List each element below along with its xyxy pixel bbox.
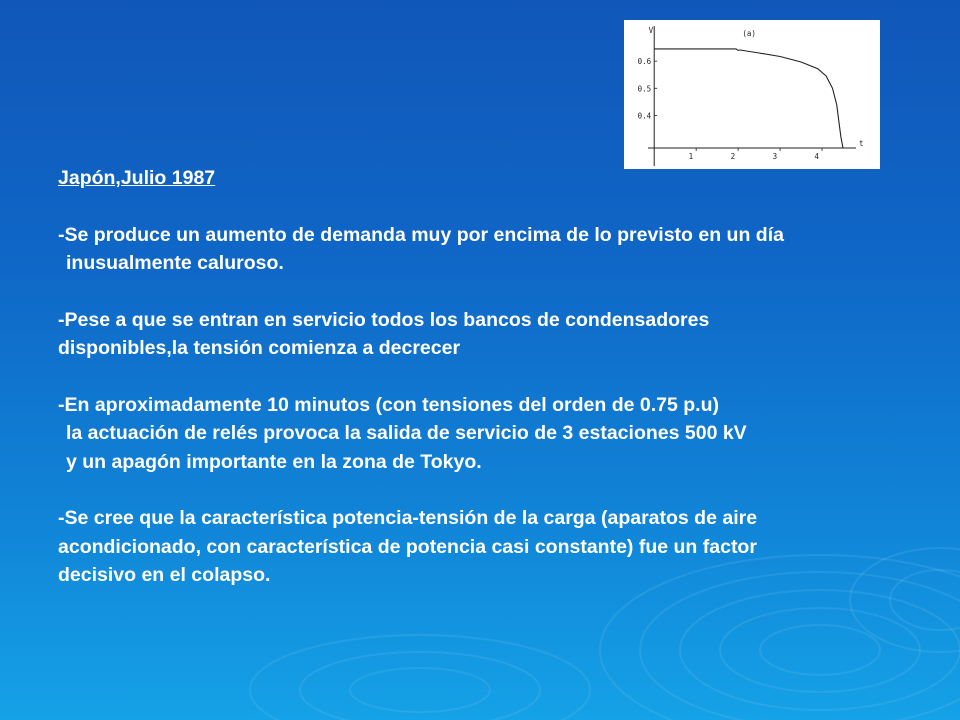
paragraph-line: -Se cree que la característica potencia-tensión de la carga (aparatos de aire <box>58 507 758 529</box>
y-axis-label: V <box>648 26 654 35</box>
paragraph-line: acondicionado, con característica de potencia casi constante) fue un factor <box>58 535 757 558</box>
paragraph-line: -Se produce un aumento de demanda muy por encima de lo previsto en un día <box>58 223 784 246</box>
x-tick-label: 2 <box>730 152 736 161</box>
paragraph-line: -En aproximadamente 10 minutos (con tensiones del orden de 0.75 p.u) <box>58 393 719 416</box>
voltage-chart-plot <box>624 20 880 169</box>
paragraph-line: la actuación de relés provoca la salida de servicio de 3 estaciones 500 kV <box>66 422 747 444</box>
slide-body <box>58 164 953 618</box>
paragraph-demand <box>58 221 953 278</box>
paragraph-line: inusualmente caluroso. <box>66 252 284 274</box>
slide-heading: Japón,Julio 1987 <box>58 167 216 189</box>
paragraph-relays <box>58 391 953 477</box>
paragraph-capacitors <box>58 306 953 363</box>
chart-title: (a) <box>742 29 756 38</box>
voltage-series-line <box>654 49 843 148</box>
y-tick-label: 0.5 <box>637 84 652 94</box>
y-tick-label: 0.6 <box>637 57 652 67</box>
x-tick-label: 3 <box>772 152 778 161</box>
x-axis-label: t <box>859 139 864 148</box>
x-tick-label: 4 <box>814 152 820 161</box>
y-tick-label: 0.4 <box>637 111 652 121</box>
paragraph-line: disponibles,la tensión comienza a decrecer <box>58 337 461 359</box>
paragraph-line: y un apagón importante en la zona de Tokyo. <box>66 450 482 473</box>
voltage-chart <box>624 20 880 169</box>
x-tick-label: 1 <box>688 152 694 161</box>
paragraph-load-characteristic <box>58 504 953 590</box>
paragraph-line: decisivo en el colapso. <box>58 564 271 586</box>
paragraph-line: -Pese a que se entran en servicio todos los bancos de condensadores <box>58 308 710 331</box>
